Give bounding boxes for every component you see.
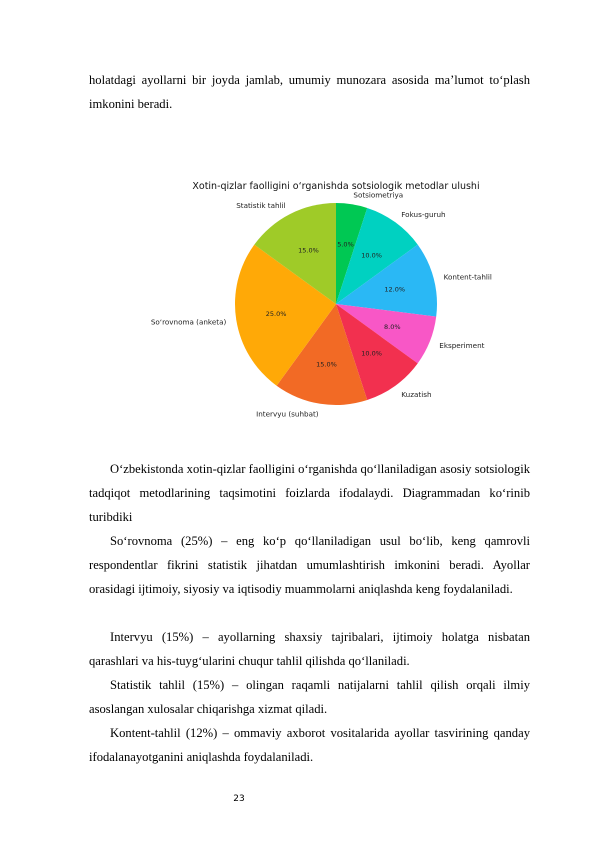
pie-percent-label: 10.0%	[361, 349, 382, 358]
pie-chart	[130, 172, 510, 422]
pie-category-label: Sotsiometriya	[353, 190, 404, 200]
pie-percent-label: 15.0%	[298, 246, 319, 255]
pie-category-label: Eksperiment	[439, 340, 485, 350]
pie-category-label: Statistik tahlil	[236, 201, 286, 210]
page-number: 23	[233, 794, 245, 804]
pie-percent-label: 10.0%	[361, 251, 382, 260]
paragraph-kontent: Kontent-tahlil (12%) – ommaviy axborot vositalarida ayollar tasvirining qanday ifodalanayotganini aniqlashda foydalaniladi.	[89, 726, 530, 764]
pie-chart-svg	[130, 172, 510, 422]
pie-category-label: Fokus-guruh	[401, 210, 446, 220]
pie-category-label: Intervyu (suhbat)	[256, 409, 319, 419]
paragraph-intervyu: Intervyu (15%) – ayollarning shaxsiy tajribalari, ijtimoiy holatga nisbatan qarashlari va his-tuyg‘ularini chuqur tahlil qilishda qo‘llaniladi.	[89, 630, 530, 668]
pie-category-label: So‘rovnoma (anketa)	[150, 317, 227, 327]
top-paragraph: holatdagi ayollarni bir joyda jamlab, umumiy munozara asosida ma’lumot to‘plash imkonini beradi.	[89, 73, 530, 111]
pie-percent-label: 8.0%	[384, 322, 401, 331]
pie-percent-label: 15.0%	[316, 360, 337, 369]
paragraph-sorovnoma: So‘rovnoma (25%) – eng ko‘p qo‘llaniladigan usul bo‘lib, keng qamrovli respondentlar fikrini statistik jihatdan umumlashtirish imkonini beradi. Ayollar orasidagi ijtimoiy, siyosiy va iqtisodiy muammolarni aniqlashda keng foydalaniladi.	[89, 534, 530, 596]
pie-percent-label: 25.0%	[265, 310, 287, 318]
pie-category-label: Kontent-tahlil	[443, 272, 492, 282]
paragraph-intro: O‘zbekistonda xotin-qizlar faolligini o‘rganishda qo‘llaniladigan asosiy sotsiologik tadqiqot metodlarining taqsimotini foizlarda ifodalaydi. Diagrammadan ko‘rinib turibdiki	[89, 462, 530, 524]
paragraph-statistik: Statistik tahlil (15%) – olingan raqamli natijalarni tahlil qilish orqali ilmiy asoslangan xulosalar chiqarishga xizmat qiladi.	[89, 678, 530, 716]
pie-percent-label: 5.0%	[337, 240, 354, 249]
pie-percent-label: 12.0%	[384, 285, 406, 294]
chart-title: Xotin-qizlar faolligini o‘rganishda sotsiologik metodlar ulushi	[192, 181, 480, 192]
pie-category-label: Kuzatish	[401, 389, 432, 399]
